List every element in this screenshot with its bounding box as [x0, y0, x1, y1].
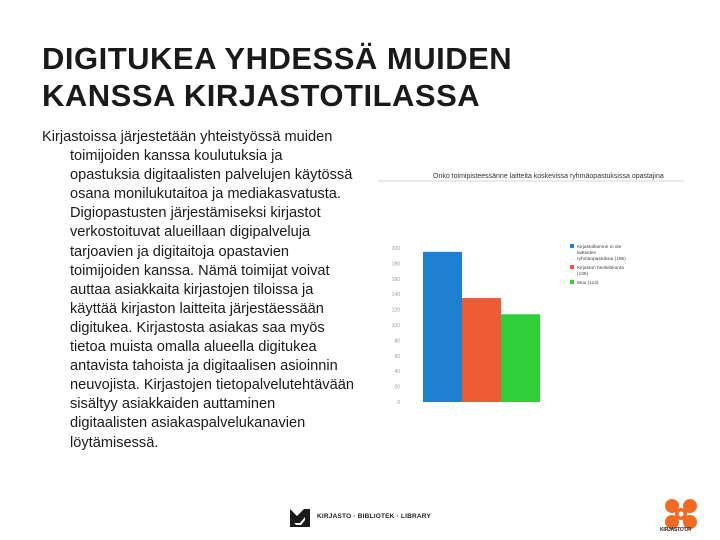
y-tick-label-0: 0: [397, 400, 400, 406]
corner-logo-text: KIRJASTOT.FI: [660, 527, 692, 533]
bar-0: [423, 252, 462, 402]
bar-chart: [378, 162, 684, 414]
y-tick-label-1: 20: [394, 384, 400, 391]
body-text-block: [42, 128, 354, 453]
footer-logo-text: KIRJASTO · BIBLIOTEK · LIBRARY: [317, 513, 431, 520]
y-tick-label-5: 100: [391, 323, 400, 329]
slide-title-line-2: KANSSA KIRJASTOTILASSA: [42, 78, 481, 113]
legend-label-2: Muu (114): [577, 281, 599, 286]
legend-swatch-0: [570, 244, 574, 248]
bars-group: [423, 252, 540, 402]
slide-title-line-1: DIGITUKEA YHDESSÄ MUIDEN: [42, 41, 513, 76]
chart-legend: [570, 244, 626, 286]
legend-swatch-2: [570, 280, 574, 284]
y-tick-label-6: 120: [391, 307, 400, 314]
bar-1: [462, 298, 501, 402]
bar-2: [501, 314, 540, 402]
bar-chart-svg: [378, 162, 684, 414]
y-tick-label-2: 40: [394, 369, 400, 376]
y-tick-label-10: 200: [391, 246, 400, 252]
legend-swatch-1: [570, 265, 574, 269]
legend-label-1: Kirjaston henkilökunta (135): [577, 266, 624, 277]
y-axis: [392, 246, 401, 406]
y-tick-label-8: 160: [391, 276, 400, 283]
y-tick-label-9: 180: [391, 261, 400, 268]
y-tick-label-3: 60: [394, 353, 400, 360]
legend-label-0: Kirjastollamme ei ole laitteiden ryhmäopastuksia (195): [577, 245, 626, 262]
y-tick-label-4: 80: [394, 338, 400, 345]
chart-title: Onko toimipisteessänne laitteita koskevissa ryhmäopastuksissa opastajina: [433, 173, 664, 180]
slide-title: [42, 40, 682, 114]
body-paragraph: Kirjastoissa järjestetään yhteistyössä muiden toimijoiden kanssa koulutuksia ja opastuksia digitaalisten palvelujen käytössä osana monilukutaitoa ja mediakasvatusta. Digiopastusten järjestämiseksi kirjastot verkostoituvat alueillaan digipalveluja tarjoavien ja digitaitoja opastavien toimijoiden kanssa. Nämä toimijat voivat auttaa asiakkaita kirjastojen tiloissa ja käyttää kirjaston laitteita järjestäessään digitukea. Kirjastosta asiakas saa myös tietoa muista omalla alueella digitukea antavista tahoista ja digitaalisen asioinnin neuvojista. Kirjastojen tietopalvelutehtävään sisältyy asiakkaiden auttaminen digitaalisten asiakaspalvelukanavien löytämisessä.: [42, 129, 354, 451]
y-tick-label-7: 140: [391, 292, 400, 299]
